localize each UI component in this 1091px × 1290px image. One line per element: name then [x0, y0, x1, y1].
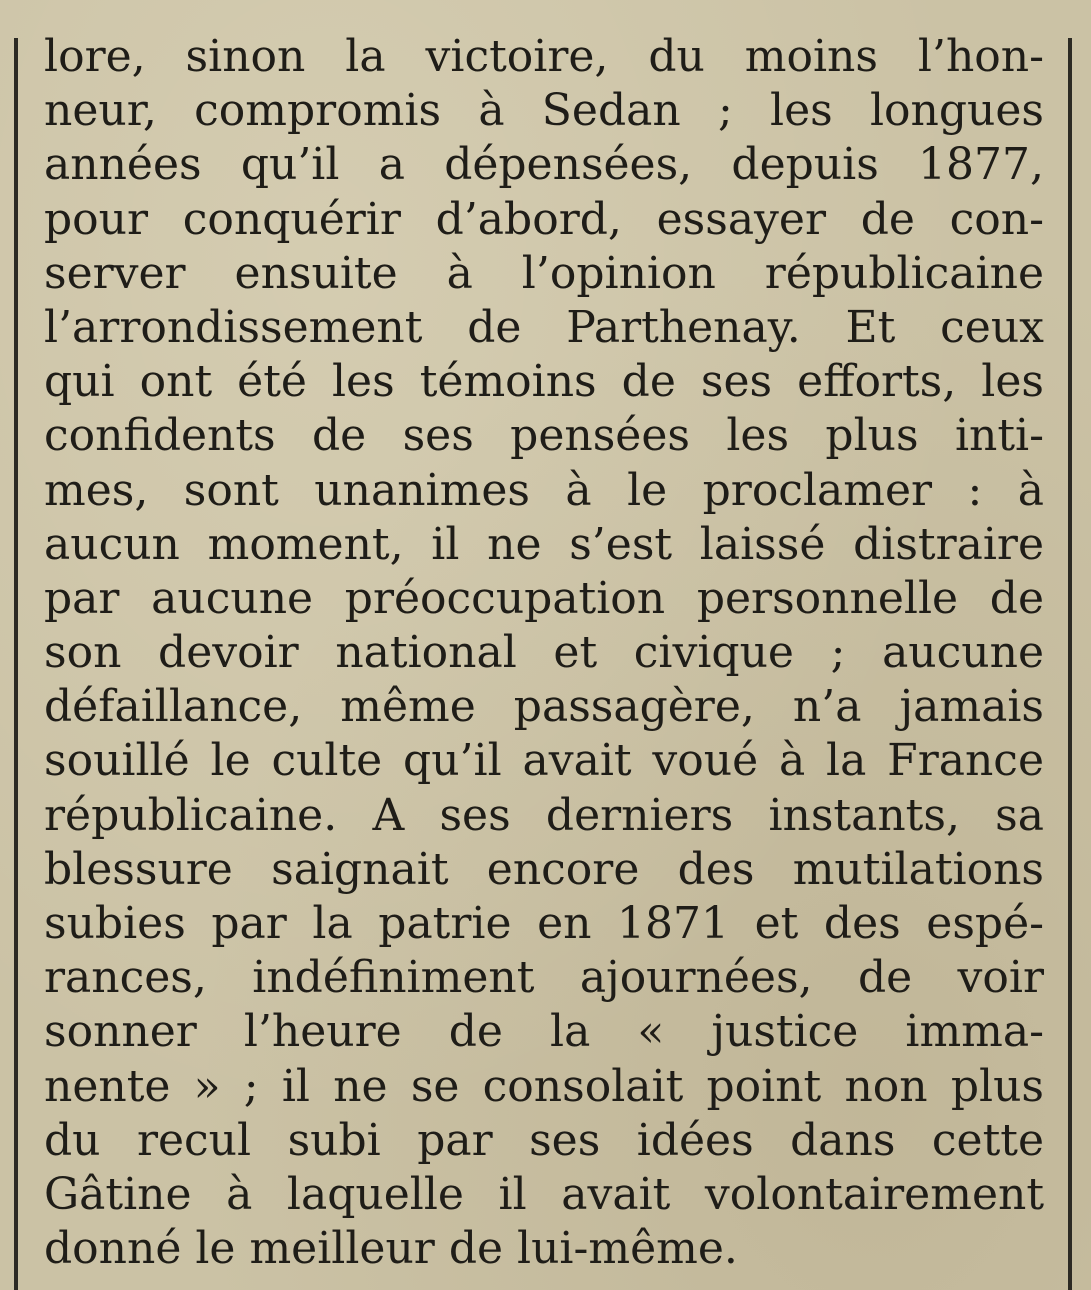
column-rule-right	[1068, 38, 1072, 1290]
text-line: souillé le culte qu’il avait voué à la France	[44, 735, 1044, 787]
text-line: aucun moment, il ne s’est laissé distraire	[44, 518, 1044, 570]
text-line: qui ont été les témoins de ses efforts, les	[44, 356, 1044, 408]
text-line: server ensuite à l’opinion républicaine	[44, 247, 1044, 299]
text-line: son devoir national et civique ; aucune	[44, 627, 1044, 679]
column-rule-left	[14, 38, 18, 1290]
text-line: subies par la patrie en 1871 et des espé-	[44, 898, 1044, 949]
text-line: rances, indéfiniment ajournées, de voir	[44, 952, 1044, 1004]
text-line: républicaine. A ses derniers instants, sa	[44, 789, 1044, 841]
text-line: l’arrondissement de Parthenay. Et ceux	[44, 301, 1044, 353]
text-line: défaillance, même passagère, n’a jamais	[44, 681, 1044, 733]
text-line: sonner l’heure de la « justice imma-	[44, 1006, 1044, 1058]
article-column	[44, 30, 1044, 1276]
text-line: blessure saignait encore des mutilations	[44, 843, 1044, 895]
text-line: mes, sont unanimes à le proclamer : à	[44, 464, 1044, 516]
text-line: années qu’il a dépensées, depuis 1877,	[44, 139, 1044, 191]
text-line: lore, sinon la victoire, du moins l’hon-	[44, 31, 1044, 82]
text-line: nente » ; il ne se consolait point non plus	[44, 1060, 1044, 1112]
text-line: pour conquérir d’abord, essayer de con-	[44, 193, 1044, 245]
text-line: par aucune préoccupation personnelle de	[44, 572, 1044, 624]
text-line: Gâtine à laquelle il avait volontairement	[44, 1168, 1044, 1220]
text-line: confidents de ses pensées les plus inti-	[44, 410, 1044, 462]
text-line: du recul subi par ses idées dans cette	[44, 1114, 1044, 1166]
text-line: neur, compromis à Sedan ; les longues	[44, 85, 1044, 137]
text-line: donné le meilleur de lui-même.	[44, 1223, 738, 1275]
